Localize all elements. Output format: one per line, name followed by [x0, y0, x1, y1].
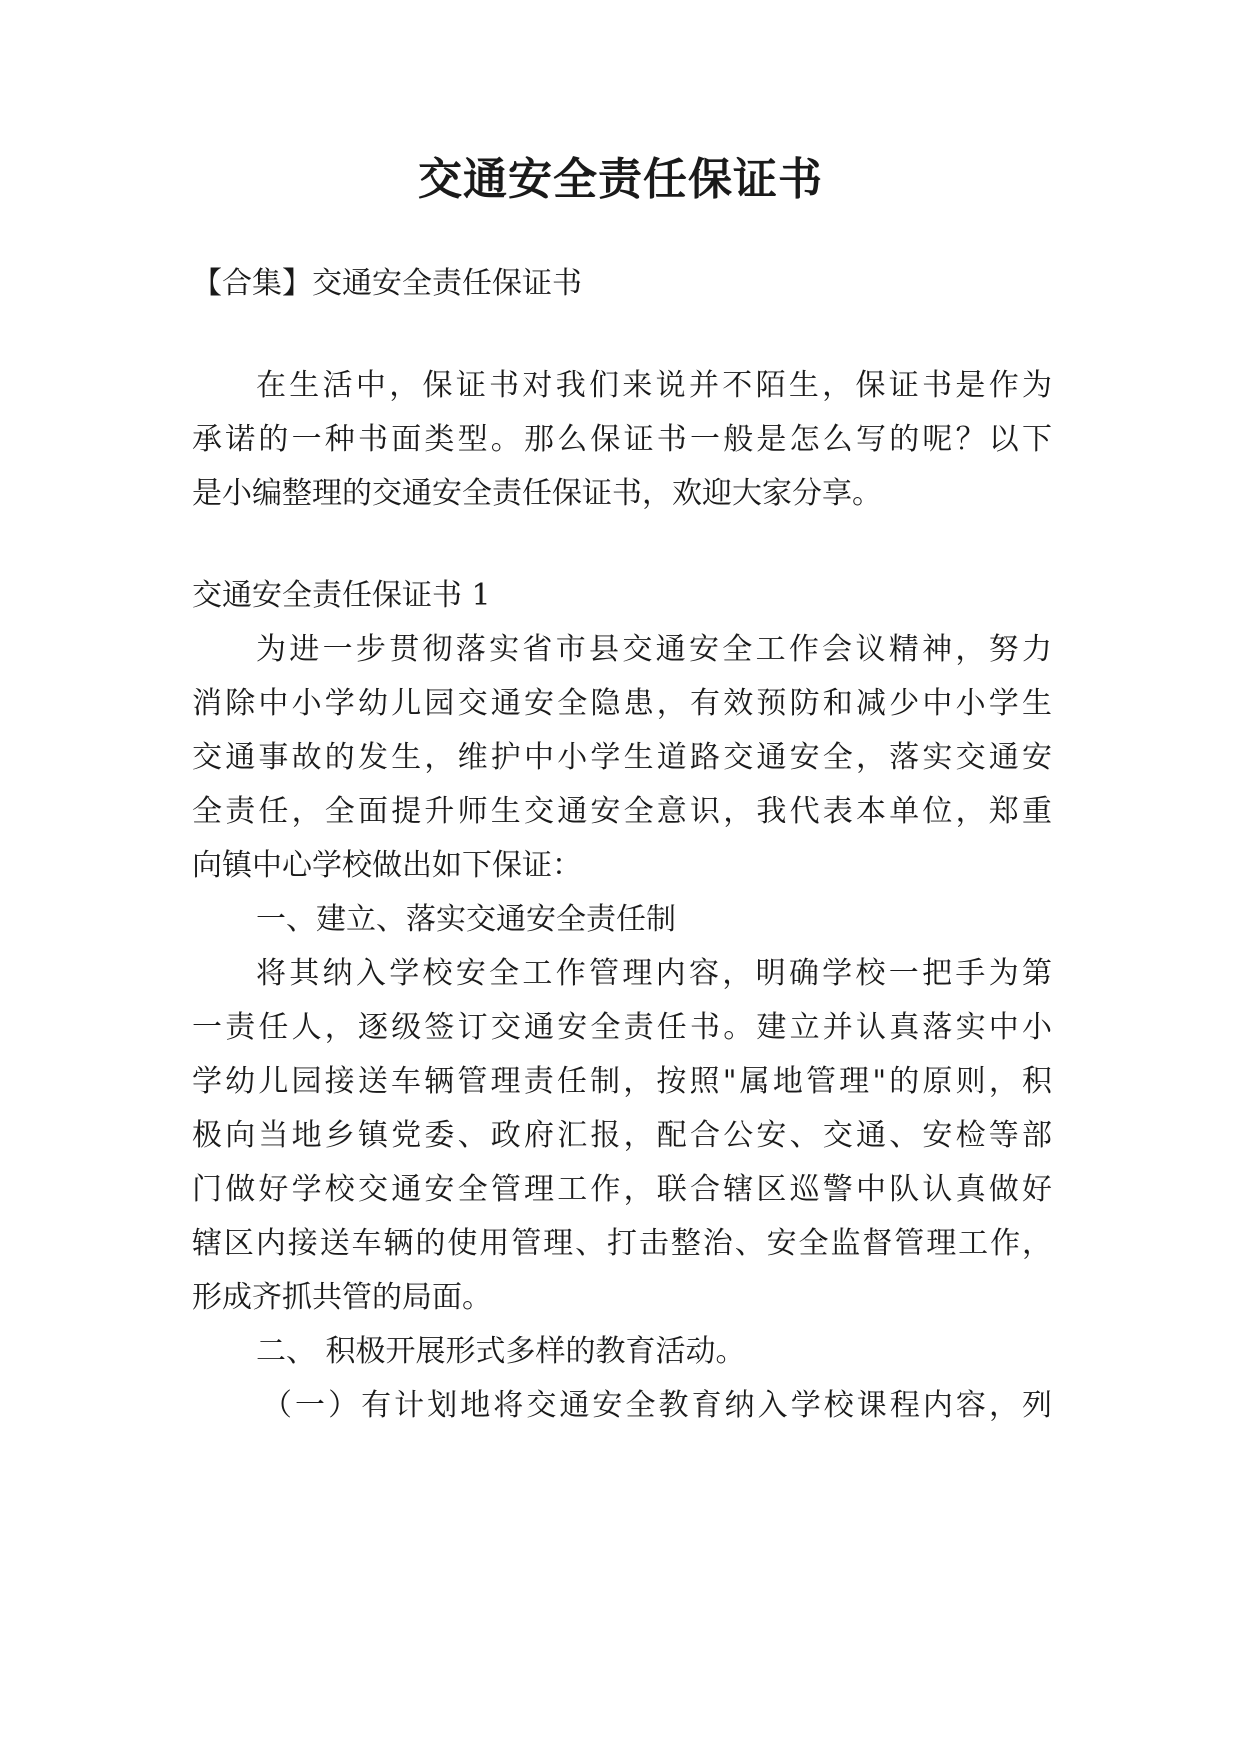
paragraph-line: 消除中小学幼儿园交通安全隐患，有效预防和减少中小学生: [192, 686, 1052, 721]
item-one-line: （一）有计划地将交通安全教育纳入学校课程内容，列: [262, 1388, 1052, 1423]
heading-two: 二、 积极开展形式多样的教育活动。: [256, 1334, 746, 1369]
intro-line: 承诺的一种书面类型。那么保证书一般是怎么写的呢？以下: [192, 422, 1052, 457]
intro-line: 在生活中，保证书对我们来说并不陌生，保证书是作为: [256, 368, 1052, 403]
paragraph-line: 交通事故的发生，维护中小学生道路交通安全，落实交通安: [192, 740, 1052, 775]
paragraph-line: 一责任人，逐级签订交通安全责任书。建立并认真落实中小: [192, 1010, 1052, 1045]
paragraph-line: 极向当地乡镇党委、政府汇报，配合公安、交通、安检等部: [192, 1118, 1052, 1153]
paragraph-line: 向镇中心学校做出如下保证：: [192, 848, 582, 883]
paragraph-line: 门做好学校交通安全管理工作，联合辖区巡警中队认真做好: [192, 1172, 1052, 1207]
document-title: 交通安全责任保证书: [418, 154, 823, 205]
paragraph-line: 形成齐抓共管的局面。: [192, 1280, 492, 1315]
paragraph-line: 学幼儿园接送车辆管理责任制，按照"属地管理"的原则，积: [192, 1064, 1052, 1099]
paragraph-line: 为进一步贯彻落实省市县交通安全工作会议精神，努力: [256, 632, 1052, 667]
paragraph-line: 将其纳入学校安全工作管理内容，明确学校一把手为第: [256, 956, 1052, 991]
section-title: 交通安全责任保证书 1: [192, 578, 491, 613]
paragraph-line: 全责任，全面提升师生交通安全意识，我代表本单位，郑重: [192, 794, 1052, 829]
heading-one: 一、建立、落实交通安全责任制: [256, 902, 676, 937]
collection-heading: 【合集】交通安全责任保证书: [192, 266, 582, 301]
paragraph-line: 辖区内接送车辆的使用管理、打击整治、安全监督管理工作，: [192, 1226, 1052, 1261]
intro-line: 是小编整理的交通安全责任保证书，欢迎大家分享。: [192, 476, 882, 511]
